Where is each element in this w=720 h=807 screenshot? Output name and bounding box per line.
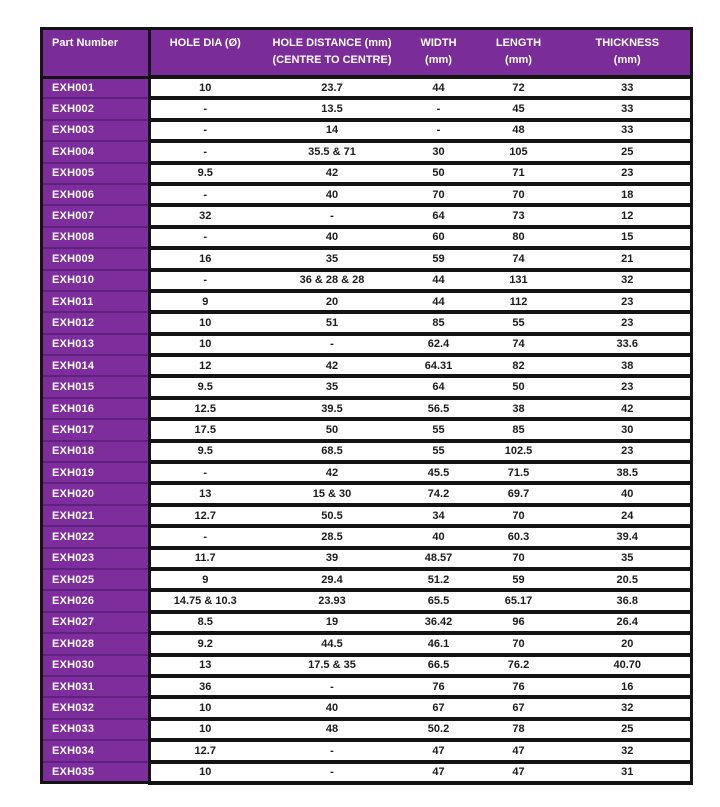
value-cell: 9.5: [150, 376, 260, 397]
value-cell: 18: [565, 184, 692, 205]
table-row: [42, 312, 692, 333]
value-cell: 40.70: [565, 655, 692, 676]
value-cell: 44: [405, 77, 473, 98]
value-cell: 60: [405, 227, 473, 248]
value-cell: 50: [260, 419, 405, 440]
table-row: [42, 270, 692, 291]
part-number-cell: EXH003: [42, 120, 150, 141]
value-cell: 59: [405, 248, 473, 269]
value-cell: 55: [405, 441, 473, 462]
value-cell: 14: [260, 120, 405, 141]
part-number-cell: EXH023: [42, 548, 150, 569]
value-cell: 32: [565, 270, 692, 291]
table-row: [42, 526, 692, 547]
value-cell: 50.2: [405, 719, 473, 740]
value-cell: 9.5: [150, 441, 260, 462]
part-number-cell: EXH011: [42, 291, 150, 312]
value-cell: 44.5: [260, 633, 405, 654]
value-cell: 9: [150, 291, 260, 312]
table-row: [42, 98, 692, 119]
value-cell: 23.7: [260, 77, 405, 98]
table-row: [42, 398, 692, 419]
value-cell: 73: [473, 205, 565, 226]
column-header-label: LENGTH: [495, 37, 542, 49]
value-cell: 39.4: [565, 526, 692, 547]
value-cell: 40: [565, 483, 692, 504]
value-cell: 47: [473, 740, 565, 761]
value-cell: 48: [473, 120, 565, 141]
column-header-label: HOLE DIA (Ø): [169, 37, 241, 49]
part-number-cell: EXH022: [42, 526, 150, 547]
value-cell: -: [260, 676, 405, 697]
table-row: [42, 248, 692, 269]
value-cell: 14.75 & 10.3: [150, 590, 260, 611]
table-row: [42, 419, 692, 440]
value-cell: -: [150, 526, 260, 547]
value-cell: 25: [565, 141, 692, 162]
table-row: [42, 483, 692, 504]
value-cell: 20: [260, 291, 405, 312]
value-cell: 29.4: [260, 569, 405, 590]
value-cell: 23: [565, 291, 692, 312]
value-cell: 12.7: [150, 505, 260, 526]
part-number-cell: EXH031: [42, 676, 150, 697]
part-number-cell: EXH032: [42, 697, 150, 718]
value-cell: 51.2: [405, 569, 473, 590]
value-cell: 40: [260, 697, 405, 718]
value-cell: 112: [473, 291, 565, 312]
value-cell: 23: [565, 376, 692, 397]
part-number-cell: EXH034: [42, 740, 150, 761]
value-cell: 72: [473, 77, 565, 98]
part-number-cell: EXH026: [42, 590, 150, 611]
table-row: [42, 590, 692, 611]
value-cell: 45: [473, 98, 565, 119]
value-cell: 10: [150, 334, 260, 355]
table-row: [42, 77, 692, 98]
value-cell: 44: [405, 270, 473, 291]
value-cell: 17.5 & 35: [260, 655, 405, 676]
table-row: [42, 569, 692, 590]
value-cell: 40: [260, 184, 405, 205]
value-cell: 33: [565, 120, 692, 141]
part-number-cell: EXH017: [42, 419, 150, 440]
column-header-thickness: [565, 29, 692, 78]
header-row: [42, 29, 692, 78]
value-cell: 20: [565, 633, 692, 654]
value-cell: 17.5: [150, 419, 260, 440]
value-cell: 12: [565, 205, 692, 226]
value-cell: 50: [405, 163, 473, 184]
value-cell: 20.5: [565, 569, 692, 590]
value-cell: 10: [150, 697, 260, 718]
value-cell: 76: [405, 676, 473, 697]
column-header-length: [473, 29, 565, 78]
value-cell: 55: [405, 419, 473, 440]
value-cell: 67: [405, 697, 473, 718]
part-number-cell: EXH006: [42, 184, 150, 205]
value-cell: 12: [150, 355, 260, 376]
value-cell: 32: [565, 697, 692, 718]
value-cell: 50.5: [260, 505, 405, 526]
value-cell: 55: [473, 312, 565, 333]
value-cell: 38.5: [565, 462, 692, 483]
value-cell: 131: [473, 270, 565, 291]
part-number-cell: EXH033: [42, 719, 150, 740]
table-row: [42, 505, 692, 526]
value-cell: 80: [473, 227, 565, 248]
value-cell: 44: [405, 291, 473, 312]
value-cell: 28.5: [260, 526, 405, 547]
value-cell: 42: [260, 163, 405, 184]
value-cell: 10: [150, 762, 260, 783]
value-cell: 76: [473, 676, 565, 697]
value-cell: 42: [260, 462, 405, 483]
table-row: [42, 719, 692, 740]
value-cell: 32: [150, 205, 260, 226]
column-header-width: [405, 29, 473, 78]
value-cell: 70: [473, 184, 565, 205]
value-cell: 33: [565, 77, 692, 98]
part-number-cell: EXH009: [42, 248, 150, 269]
part-number-cell: EXH018: [42, 441, 150, 462]
part-number-cell: EXH030: [42, 655, 150, 676]
part-number-cell: EXH005: [42, 163, 150, 184]
table-row: [42, 163, 692, 184]
value-cell: 25: [565, 719, 692, 740]
value-cell: 45.5: [405, 462, 473, 483]
value-cell: 71.5: [473, 462, 565, 483]
value-cell: 40: [405, 526, 473, 547]
value-cell: -: [150, 98, 260, 119]
value-cell: 35.5 & 71: [260, 141, 405, 162]
value-cell: 36.8: [565, 590, 692, 611]
value-cell: 8.5: [150, 612, 260, 633]
value-cell: -: [405, 98, 473, 119]
value-cell: -: [150, 462, 260, 483]
part-number-cell: EXH001: [42, 77, 150, 98]
value-cell: 23: [565, 163, 692, 184]
value-cell: 66.5: [405, 655, 473, 676]
value-cell: 13.5: [260, 98, 405, 119]
part-number-cell: EXH008: [42, 227, 150, 248]
value-cell: 59: [473, 569, 565, 590]
value-cell: 40: [260, 227, 405, 248]
part-number-cell: EXH013: [42, 334, 150, 355]
value-cell: 71: [473, 163, 565, 184]
value-cell: -: [260, 740, 405, 761]
part-number-cell: EXH004: [42, 141, 150, 162]
value-cell: 47: [473, 762, 565, 783]
part-number-cell: EXH007: [42, 205, 150, 226]
table-row: [42, 655, 692, 676]
value-cell: 50: [473, 376, 565, 397]
part-number-cell: EXH014: [42, 355, 150, 376]
table-body: [42, 77, 692, 783]
part-number-cell: EXH025: [42, 569, 150, 590]
part-number-cell: EXH016: [42, 398, 150, 419]
value-cell: 30: [565, 419, 692, 440]
value-cell: 15: [565, 227, 692, 248]
value-cell: -: [150, 270, 260, 291]
value-cell: -: [260, 762, 405, 783]
value-cell: 47: [405, 740, 473, 761]
value-cell: -: [150, 184, 260, 205]
column-header-sublabel: (mm): [425, 53, 452, 66]
value-cell: 9.2: [150, 633, 260, 654]
value-cell: 21: [565, 248, 692, 269]
table-row: [42, 120, 692, 141]
value-cell: 10: [150, 719, 260, 740]
table-row: [42, 141, 692, 162]
value-cell: 42: [260, 355, 405, 376]
value-cell: 78: [473, 719, 565, 740]
value-cell: 82: [473, 355, 565, 376]
table-row: [42, 633, 692, 654]
value-cell: -: [150, 227, 260, 248]
table-row: [42, 291, 692, 312]
value-cell: 10: [150, 312, 260, 333]
value-cell: 65.5: [405, 590, 473, 611]
value-cell: 23: [565, 312, 692, 333]
part-number-cell: EXH019: [42, 462, 150, 483]
value-cell: 15 & 30: [260, 483, 405, 504]
value-cell: -: [405, 120, 473, 141]
value-cell: 47: [405, 762, 473, 783]
value-cell: -: [150, 120, 260, 141]
value-cell: 65.17: [473, 590, 565, 611]
value-cell: 13: [150, 655, 260, 676]
value-cell: 70: [473, 633, 565, 654]
part-number-cell: EXH002: [42, 98, 150, 119]
value-cell: 9: [150, 569, 260, 590]
table-row: [42, 376, 692, 397]
value-cell: 105: [473, 141, 565, 162]
table-row: [42, 762, 692, 783]
value-cell: 70: [473, 548, 565, 569]
value-cell: 74: [473, 334, 565, 355]
table-row: [42, 184, 692, 205]
value-cell: 39.5: [260, 398, 405, 419]
table-row: [42, 612, 692, 633]
column-header-sublabel: (CENTRE TO CENTRE): [272, 53, 392, 66]
value-cell: 67: [473, 697, 565, 718]
value-cell: 32: [565, 740, 692, 761]
value-cell: -: [260, 334, 405, 355]
value-cell: 102.5: [473, 441, 565, 462]
value-cell: 23: [565, 441, 692, 462]
column-header-label: HOLE DISTANCE (mm): [272, 37, 392, 49]
value-cell: 16: [565, 676, 692, 697]
part-number-cell: EXH027: [42, 612, 150, 633]
value-cell: 24: [565, 505, 692, 526]
value-cell: 33: [565, 98, 692, 119]
value-cell: 19: [260, 612, 405, 633]
column-header-part-number: [42, 29, 150, 78]
value-cell: 68.5: [260, 441, 405, 462]
value-cell: 48.57: [405, 548, 473, 569]
value-cell: 39: [260, 548, 405, 569]
parts-table: [40, 27, 693, 785]
value-cell: 74.2: [405, 483, 473, 504]
value-cell: 74: [473, 248, 565, 269]
value-cell: 46.1: [405, 633, 473, 654]
value-cell: 31: [565, 762, 692, 783]
value-cell: 56.5: [405, 398, 473, 419]
value-cell: 76.2: [473, 655, 565, 676]
column-header-sublabel: (mm): [505, 53, 532, 66]
column-header-label: THICKNESS: [595, 37, 660, 49]
column-header-hole-dia: [150, 29, 260, 78]
table-row: [42, 697, 692, 718]
part-number-cell: EXH012: [42, 312, 150, 333]
part-number-cell: EXH020: [42, 483, 150, 504]
value-cell: 12.5: [150, 398, 260, 419]
value-cell: 60.3: [473, 526, 565, 547]
value-cell: 35: [260, 376, 405, 397]
value-cell: 36.42: [405, 612, 473, 633]
value-cell: 51: [260, 312, 405, 333]
value-cell: -: [260, 205, 405, 226]
value-cell: 30: [405, 141, 473, 162]
value-cell: 35: [565, 548, 692, 569]
value-cell: 48: [260, 719, 405, 740]
table-row: [42, 441, 692, 462]
table-row: [42, 334, 692, 355]
value-cell: 70: [405, 184, 473, 205]
value-cell: 35: [260, 248, 405, 269]
value-cell: 16: [150, 248, 260, 269]
value-cell: 85: [405, 312, 473, 333]
value-cell: 13: [150, 483, 260, 504]
value-cell: 42: [565, 398, 692, 419]
value-cell: 96: [473, 612, 565, 633]
column-header-label: WIDTH: [420, 37, 457, 49]
value-cell: 69.7: [473, 483, 565, 504]
value-cell: 70: [473, 505, 565, 526]
table-row: [42, 205, 692, 226]
table-row: [42, 462, 692, 483]
value-cell: 62.4: [405, 334, 473, 355]
table-row: [42, 740, 692, 761]
column-header-hole-distance: [260, 29, 405, 78]
value-cell: 64: [405, 205, 473, 226]
value-cell: 11.7: [150, 548, 260, 569]
value-cell: 64.31: [405, 355, 473, 376]
part-number-cell: EXH010: [42, 270, 150, 291]
table-row: [42, 548, 692, 569]
value-cell: 23.93: [260, 590, 405, 611]
part-number-cell: EXH015: [42, 376, 150, 397]
table-row: [42, 355, 692, 376]
value-cell: -: [150, 141, 260, 162]
table-row: [42, 676, 692, 697]
value-cell: 36: [150, 676, 260, 697]
part-number-cell: EXH021: [42, 505, 150, 526]
value-cell: 33.6: [565, 334, 692, 355]
value-cell: 9.5: [150, 163, 260, 184]
value-cell: 36 & 28 & 28: [260, 270, 405, 291]
table-row: [42, 227, 692, 248]
value-cell: 12.7: [150, 740, 260, 761]
part-number-cell: EXH028: [42, 633, 150, 654]
column-header-label: Part Number: [52, 37, 119, 49]
column-header-sublabel: (mm): [613, 53, 641, 66]
part-number-cell: EXH035: [42, 762, 150, 783]
value-cell: 26.4: [565, 612, 692, 633]
value-cell: 85: [473, 419, 565, 440]
value-cell: 38: [473, 398, 565, 419]
value-cell: 38: [565, 355, 692, 376]
value-cell: 34: [405, 505, 473, 526]
value-cell: 64: [405, 376, 473, 397]
value-cell: 10: [150, 77, 260, 98]
